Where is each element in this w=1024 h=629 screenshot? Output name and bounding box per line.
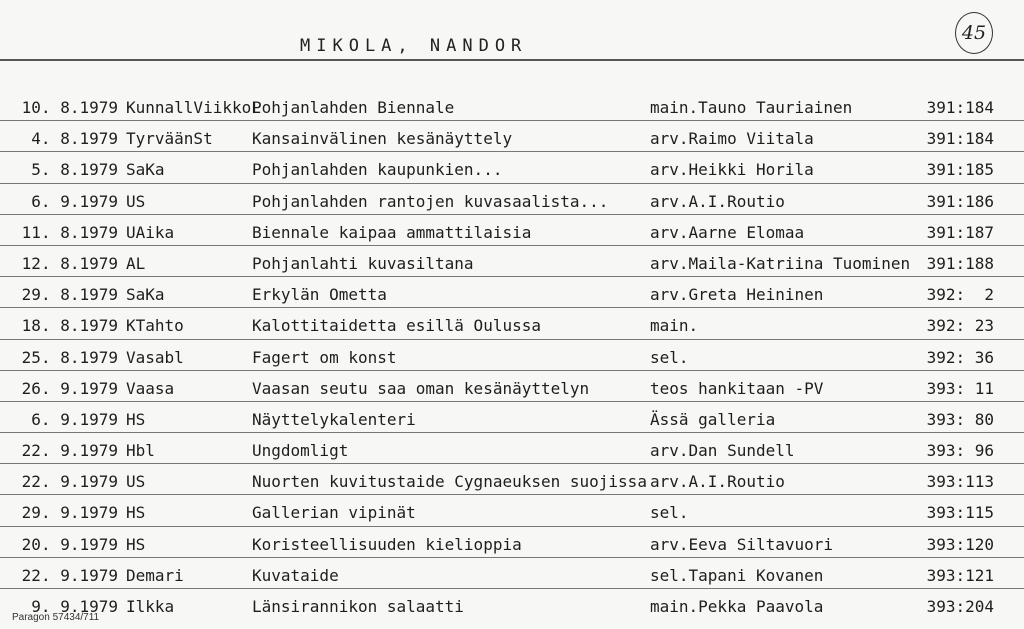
clipping-ref: 391:184 [926,98,994,117]
clipping-ref: 393:115 [926,503,994,523]
clipping-headline: Länsirannikon salaatti [252,597,464,616]
clipping-headline: Ungdomligt [252,441,349,461]
clipping-source: SaKa [126,285,165,305]
clipping-headline: Kalottitaidetta esillä Oulussa [252,316,541,336]
list-item [0,90,1024,121]
list-item [0,340,1024,371]
clipping-ref: 393:204 [926,597,994,616]
clipping-date: 22. 9.1979 [21,565,118,585]
clipping-date: 6. 9.1979 [31,191,118,211]
clipping-date: 26. 9.1979 [21,378,118,398]
clipping-author: sel. [650,503,689,523]
clipping-date: 29. 8.1979 [21,285,118,305]
clipping-headline: Vaasan seutu saa oman kesänäyttelyn [252,378,590,398]
clipping-headline: Pohjanlahden Biennale [252,98,455,117]
clipping-date: 4. 8.1979 [31,129,118,149]
clipping-author: arv.A.I.Routio [650,472,785,492]
clipping-author: sel. [650,347,689,367]
list-item [0,464,1024,495]
clipping-headline: Koristeellisuuden kielioppia [252,534,522,554]
card-footer: Paragon 57434/711 [12,612,100,623]
clipping-author: arv.Greta Heininen [650,285,824,305]
clipping-ref: 391:188 [926,253,994,273]
clipping-source: US [126,472,146,492]
clipping-author: arv.Dan Sundell [650,441,795,461]
clipping-ref: 392: 23 [926,316,994,336]
clipping-author: sel.Tapani Kovanen [650,565,824,585]
clipping-source: KTahto [126,316,184,336]
clipping-author: main. [650,316,699,336]
clipping-source: Demari [126,565,184,585]
clipping-ref: 391:185 [926,160,994,180]
clipping-ref: 391:184 [926,129,994,149]
clipping-author: arv.Eeva Siltavuori [650,534,834,554]
clipping-date: 22. 9.1979 [21,472,118,492]
clipping-ref: 393: 80 [926,409,994,429]
list-item [0,495,1024,526]
clipping-source: HS [126,534,146,554]
clipping-headline: Pohjanlahti kuvasiltana [252,253,474,273]
clipping-list [0,90,1024,619]
clipping-author: arv.Heikki Horila [650,160,814,180]
clipping-source: TyrväänSt [126,129,213,149]
clipping-ref: 393:120 [926,534,994,554]
list-item [0,277,1024,308]
clipping-date: 9. 9.1979 [31,597,118,616]
clipping-author: Ässä galleria [650,409,776,429]
list-item [0,215,1024,246]
clipping-author: arv.Maila-Katriina Tuominen [650,253,911,273]
card-number-circle: 45 [955,12,993,54]
clipping-source: KunnallViikkoL [126,98,261,117]
title-rule [0,59,1024,61]
clipping-date: 11. 8.1979 [21,222,118,242]
clipping-ref: 392: 2 [926,285,994,305]
clipping-date: 10. 8.1979 [21,98,118,117]
list-item [0,527,1024,558]
clipping-date: 18. 8.1979 [21,316,118,336]
list-item [0,246,1024,277]
clipping-ref: 393: 11 [926,378,994,398]
clipping-ref: 393:113 [926,472,994,492]
clipping-author: teos hankitaan -PV [650,378,824,398]
clipping-date: 25. 8.1979 [21,347,118,367]
clipping-headline: Kuvataide [252,565,339,585]
clipping-author: arv.Aarne Elomaa [650,222,805,242]
clipping-ref: 393:121 [926,565,994,585]
clipping-source: SaKa [126,160,165,180]
list-item [0,152,1024,183]
clipping-source: Vaasa [126,378,175,398]
clipping-headline: Fagert om konst [252,347,397,367]
clipping-author: main.Tauno Tauriainen [650,98,853,117]
clipping-author: main.Pekka Paavola [650,597,824,616]
clipping-ref: 393: 96 [926,441,994,461]
clipping-headline: Pohjanlahden rantojen kuvasaalista... [252,191,609,211]
clipping-ref: 391:186 [926,191,994,211]
list-item [0,121,1024,152]
clipping-source: Hbl [126,441,155,461]
list-item [0,184,1024,215]
clipping-source: Vasabl [126,347,184,367]
clipping-ref: 391:187 [926,222,994,242]
clipping-source: HS [126,503,146,523]
clipping-date: 12. 8.1979 [21,253,118,273]
clipping-ref: 392: 36 [926,347,994,367]
clipping-headline: Erkylän Ometta [252,285,387,305]
clipping-headline: Gallerian vipinät [252,503,416,523]
clipping-author: arv.A.I.Routio [650,191,785,211]
list-item [0,402,1024,433]
clipping-source: UAika [126,222,175,242]
clipping-headline: Näyttelykalenteri [252,409,416,429]
clipping-date: 22. 9.1979 [21,441,118,461]
list-item [0,558,1024,589]
clipping-source: HS [126,409,146,429]
clipping-source: AL [126,253,146,273]
clipping-source: US [126,191,146,211]
clipping-headline: Kansainvälinen kesänäyttely [252,129,513,149]
clipping-date: 29. 9.1979 [21,503,118,523]
list-item [0,308,1024,339]
card-title: MIKOLA, NANDOR [300,36,528,56]
clipping-headline: Nuorten kuvitustaide Cygnaeuksen suojissa [252,472,647,492]
clipping-date: 20. 9.1979 [21,534,118,554]
clipping-date: 5. 8.1979 [31,160,118,180]
clipping-headline: Pohjanlahden kaupunkien... [252,160,503,180]
list-item [0,589,1024,619]
list-item [0,371,1024,402]
clipping-author: arv.Raimo Viitala [650,129,814,149]
clipping-headline: Biennale kaipaa ammattilaisia [252,222,532,242]
list-item [0,433,1024,464]
clipping-source: Ilkka [126,597,175,616]
clipping-date: 6. 9.1979 [31,409,118,429]
